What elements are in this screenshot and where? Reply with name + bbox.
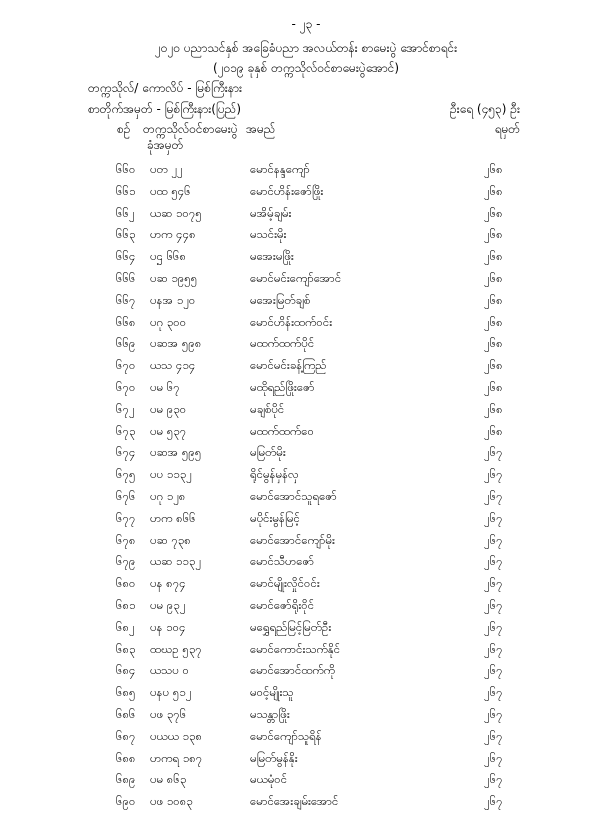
- row-number: ၆၇၈: [116, 532, 136, 547]
- table-row: [0, 206, 612, 228]
- row-number: ၆၉၀: [116, 794, 136, 809]
- student-name: မောင်အောင်ထက်ကို: [250, 663, 336, 678]
- table-row: [0, 642, 612, 664]
- sub-region-label: စာတိုက်အမှတ် - မြစ်ကြီးနား(ပြည်): [88, 102, 242, 116]
- table-row: [0, 554, 612, 576]
- student-name: မောင်ကျော်သူရိန်: [250, 728, 322, 743]
- roll-number: ပနပ ၅၁၂: [150, 685, 192, 700]
- roll-number: ပမ ၉၃၀: [150, 401, 187, 416]
- student-name: မောင်မင်းခန့်ကြည်: [250, 358, 327, 373]
- student-name: မောင်အောင်ကျော်မိုး: [250, 532, 335, 547]
- student-marks: ၂၆၈: [484, 205, 503, 220]
- roll-number: ပထ ၅၄၆: [150, 183, 191, 198]
- row-number: ၆၈၃: [116, 641, 136, 656]
- row-number: ၆၇၂: [116, 401, 135, 416]
- student-name: မောင်ဇော်ရိုးဝိုင်: [250, 597, 315, 612]
- header-name: အမည်: [246, 122, 276, 136]
- row-number: ၆၆၈: [116, 314, 136, 329]
- student-marks: ၂၆၈: [484, 270, 503, 285]
- student-marks: ၂၆၈: [484, 379, 503, 394]
- row-number: ၆၇၇: [116, 510, 136, 525]
- table-row: [0, 772, 612, 794]
- student-name: မထက်ထက်ပိုင်: [250, 336, 315, 351]
- student-name: မောင်အေးချမ်းအောင်: [250, 794, 339, 809]
- student-marks: ၂၆၇: [484, 488, 503, 503]
- roll-number: ပန ၈၇၄: [150, 576, 186, 591]
- page-number: - ၂၃ -: [291, 17, 321, 31]
- table-row: [0, 162, 612, 184]
- table-row: [0, 511, 612, 533]
- roll-number: ဟက ၄၄၈: [150, 227, 196, 242]
- student-marks: ၂၆၇: [484, 663, 503, 678]
- row-number: ၆၈၁: [116, 597, 136, 612]
- table-row: [0, 467, 612, 489]
- table-row: [0, 424, 612, 446]
- student-marks: ၂၆၈: [484, 336, 503, 351]
- roll-number: ပမ ၉၃၂: [150, 597, 186, 612]
- region-label: တက္ကသိုလ်/ ကောလိပ် - မြစ်ကြီးနား: [88, 81, 242, 95]
- roll-number: ထဃဥ ၅၃၇: [150, 641, 202, 656]
- row-number: ၆၆၁: [116, 183, 136, 198]
- student-marks: ၂၆၇: [484, 510, 503, 525]
- row-number: ၆၆၉: [116, 336, 136, 351]
- roll-number: ပဆ ၁၉၅၅: [150, 270, 198, 285]
- student-marks: ၂၆၇: [484, 706, 503, 721]
- row-number: ၆၈၆: [116, 706, 136, 721]
- roll-number: ယဆ ၁၀၇၅: [150, 205, 202, 220]
- student-name: မပိုင်းမွန်မြင့်: [250, 510, 300, 525]
- table-row: [0, 794, 612, 816]
- roll-number: ပယယ ၁၃၈: [150, 728, 203, 743]
- student-name: မရွှေရည်မြင့်မြတ်ဦး: [250, 619, 332, 634]
- row-number: ၆၆၂: [116, 205, 135, 220]
- student-name: မမြတ်မွန်နိုး: [250, 750, 298, 765]
- student-name: မောင်မျိုးလှိုင်ဝင်း: [250, 576, 320, 591]
- roll-number: ဟက ၈၆၆: [150, 510, 196, 525]
- student-marks: ၂၆၈: [484, 249, 503, 264]
- student-marks: ၂၆၈: [484, 183, 503, 198]
- student-marks: ၂၆၈: [484, 401, 503, 416]
- student-marks: ၂၆၈: [484, 423, 503, 438]
- roll-number: ပနအ ၁၂၀: [150, 292, 196, 307]
- roll-number: ယဆ ၁၁၃၂: [150, 554, 201, 569]
- student-marks: ၂၆၇: [484, 750, 503, 765]
- table-row: [0, 293, 612, 315]
- table-row: [0, 598, 612, 620]
- header-marks: ရမှတ်: [494, 122, 520, 136]
- roll-number: ပမ ၆၇: [150, 379, 180, 394]
- student-name: မောင်မင်းကျော်အောင်: [250, 270, 342, 285]
- student-name: မထိုရည်ဖြိုးဇော်: [250, 379, 315, 394]
- table-row: [0, 271, 612, 293]
- student-name: မောင်သီဟဇော်: [250, 554, 315, 569]
- student-marks: ၂၆၇: [484, 772, 503, 787]
- roll-number: ပဂု ၁၂၈: [150, 488, 186, 503]
- row-number: ၆၇၀: [116, 379, 136, 394]
- roll-number: ပဌ ၆၆၈: [150, 249, 187, 264]
- roll-number: ပဆ ၇၃၈: [150, 532, 191, 547]
- table-row: [0, 402, 612, 424]
- header-no: စဉ်: [117, 122, 131, 136]
- table-row: [0, 751, 612, 773]
- roll-number: ပန ၁၀၄: [150, 619, 186, 634]
- student-name: မချစ်ပိုင်: [250, 401, 285, 416]
- header-roll-number: တက္ကသိုလ်ဝင်စာမေးပွဲ: [143, 122, 238, 136]
- row-number: ၆၇၉: [116, 554, 136, 569]
- passed-count: ဦးရေ (၄၅၃) ဦး: [449, 102, 520, 116]
- roll-number: ပဆအ ၅၉၅: [150, 445, 202, 460]
- row-number: ၆၆၀: [116, 162, 136, 176]
- table-row: [0, 249, 612, 271]
- table-row: [0, 227, 612, 249]
- table-row: [0, 685, 612, 707]
- table-row: [0, 707, 612, 729]
- student-name: မအိမ့်ချမ်း: [250, 205, 292, 220]
- student-marks: ၂၆၇: [484, 445, 503, 460]
- student-marks: ၂၆၈: [484, 292, 503, 307]
- student-marks: ၂၆၇: [484, 728, 503, 743]
- table-row: [0, 576, 612, 598]
- student-marks: ၂၆၇: [484, 597, 503, 612]
- row-number: ၆၈၉: [116, 772, 136, 787]
- row-number: ၆၆၇: [116, 292, 136, 307]
- student-name: မသန္တာဖြိုး: [250, 706, 290, 721]
- table-row: [0, 380, 612, 402]
- student-marks: ၂၆၈: [484, 227, 503, 242]
- row-number: ၆၇၄: [116, 445, 136, 460]
- student-marks: ၂၆၈: [484, 314, 503, 329]
- roll-number: ယသ ၄၁၄: [150, 358, 196, 373]
- header-roll-number-line2: ခုံအမှတ်: [147, 138, 184, 152]
- roll-number: ပပ ၁၁၃၂: [150, 467, 192, 482]
- row-number: ၆၈၈: [116, 750, 136, 765]
- student-name: မောင်ဟိန်းထက်ဝင်း: [250, 314, 333, 329]
- table-row: [0, 620, 612, 642]
- row-number: ၆၇၃: [116, 423, 136, 438]
- student-marks: ၂၆၈: [484, 162, 503, 176]
- roll-number: ယသပ ၀: [150, 663, 189, 678]
- student-marks: ၂၆၇: [484, 576, 503, 591]
- roll-number: ပမ ၅၃၇: [150, 423, 187, 438]
- student-name: မောင်ဟိန်းဇော်ဖြိုး: [250, 183, 324, 198]
- student-name: မအေးမဖြိုး: [250, 249, 294, 264]
- roll-number: ပဆအ ၅၉၈: [150, 336, 202, 351]
- student-marks: ၂၆၈: [484, 358, 503, 373]
- table-row: [0, 533, 612, 555]
- row-number: ၆၈၀: [116, 576, 136, 591]
- student-name: မောင်အောင်သူရဇော်: [250, 488, 337, 503]
- roll-number: ပဂု ၃၀၀: [150, 314, 187, 329]
- roll-number: ပမ ၈၆၃: [150, 772, 187, 787]
- row-number: ၆၆၆: [116, 270, 136, 285]
- table-row: [0, 184, 612, 206]
- roll-number: ပတ ၂၂: [150, 162, 183, 176]
- table-row: [0, 445, 612, 467]
- document-subtitle: (၂၀၁၉ ခုနှစ် တက္ကသိုလ်ဝင်စာမေးပွဲအောင်): [212, 61, 400, 75]
- student-name: မမြတ်မိုး: [250, 445, 286, 460]
- student-name: မဝင့်မျိုးသူ: [250, 685, 294, 700]
- row-number: ၆၇၅: [116, 467, 136, 482]
- row-number: ၆၈၇: [116, 728, 136, 743]
- student-marks: ၂၆၇: [484, 619, 503, 634]
- student-marks: ၂၆၇: [484, 641, 503, 656]
- student-marks: ၂၆၇: [484, 467, 503, 482]
- table-row: [0, 663, 612, 685]
- results-list: [0, 162, 612, 816]
- student-name: မသင်းမိုး: [250, 227, 287, 242]
- roll-number: ဟကရ ၁၈၇: [150, 750, 203, 765]
- roll-number: ပဖ ၃၇၆: [150, 706, 187, 721]
- student-marks: ၂၆၇: [484, 685, 503, 700]
- row-number: ၆၈၄: [116, 663, 136, 678]
- table-row: [0, 336, 612, 358]
- table-row: [0, 729, 612, 751]
- student-marks: ၂၆၇: [484, 554, 503, 569]
- row-number: ၆၆၄: [116, 249, 136, 264]
- table-row: [0, 358, 612, 380]
- document-title: ၂၀၂၀ ပညာသင်နှစ် အခြေခံပညာ အလယ်တန်း စာမေးပွဲ အောင်စာရင်း: [154, 41, 458, 55]
- student-marks: ၂၆၇: [484, 794, 503, 809]
- row-number: ၆၈၂: [116, 619, 135, 634]
- student-name: မောင်နန္ဒကျော်: [250, 162, 310, 176]
- row-number: ၆၆၃: [116, 227, 136, 242]
- roll-number: ပဖ ၁၀၈၃: [150, 794, 193, 809]
- row-number: ၆၇၆: [116, 488, 136, 503]
- student-name: မထက်ထက်ဝေ: [250, 423, 315, 438]
- row-number: ၆၈၅: [116, 685, 136, 700]
- student-name: မယမုံဝင်: [250, 772, 288, 787]
- student-name: မောင်ကောင်းသက်နိုင်: [250, 641, 341, 656]
- table-row: [0, 489, 612, 511]
- row-number: ၆၇၀: [116, 358, 136, 373]
- table-row: [0, 315, 612, 337]
- student-name: ရိုင်မွန်မှန်လှ: [250, 467, 299, 482]
- student-marks: ၂၆၇: [484, 532, 503, 547]
- student-name: မအေးမြတ်ချစ်: [250, 292, 311, 307]
